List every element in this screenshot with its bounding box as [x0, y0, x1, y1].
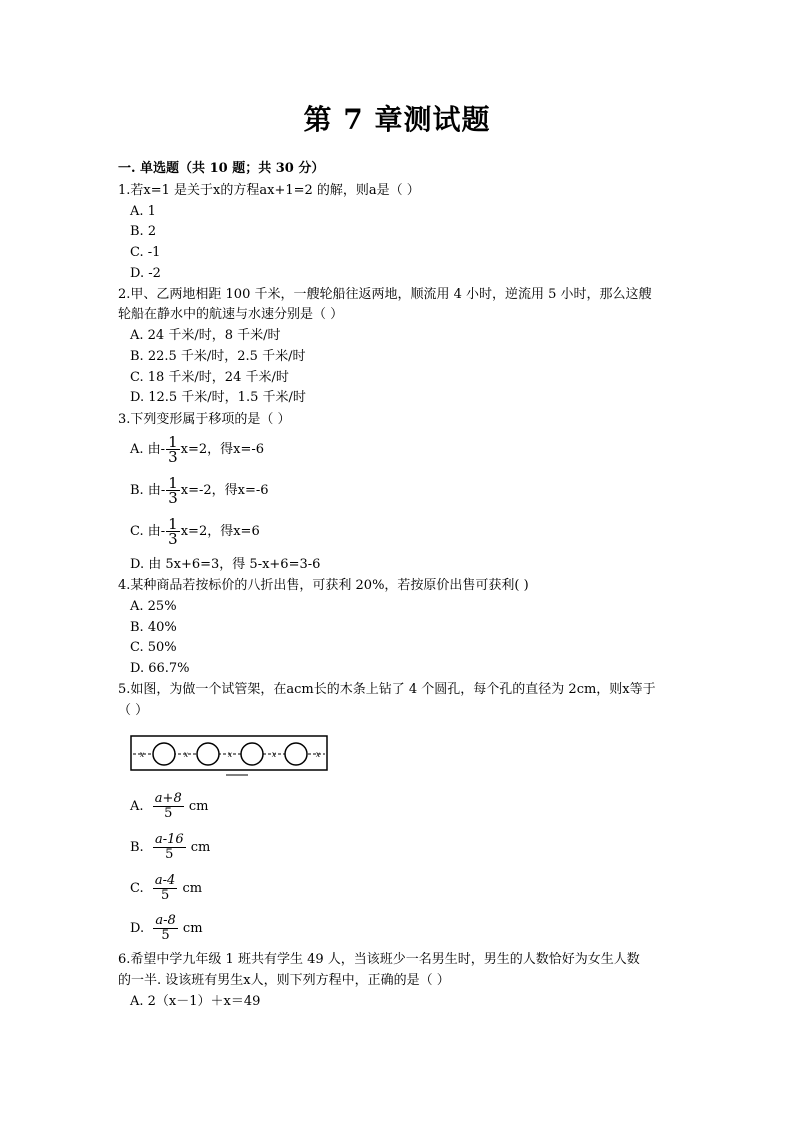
fraction-denominator: 5	[161, 928, 170, 943]
question-1-option-a: A. 1	[130, 204, 156, 219]
fraction-denominator: 5	[165, 847, 174, 862]
option-label: A.	[130, 442, 144, 457]
question-3-stem: 3.下列变形属于移项的是（ ）	[118, 412, 291, 427]
fraction-denominator: 3	[168, 530, 178, 548]
question-6-option-a: A. 2（x－1）＋x＝49	[130, 994, 261, 1009]
option-prefix: 由-	[147, 442, 166, 457]
question-3-option-b	[130, 476, 269, 505]
page-title: 第 7 章测试题	[303, 103, 491, 136]
gap-label-5: x	[315, 750, 321, 759]
question-1-option-d: D. -2	[130, 266, 161, 281]
question-2-stem-line-1: 2.甲、乙两地相距 100 千米，一艘轮船往返两地，顺流用 4 小时，逆流用 5 小时，那么这艘	[118, 287, 652, 302]
question-2-option-d: D. 12.5 千米/时，1.5 千米/时	[130, 390, 306, 405]
fraction	[153, 833, 186, 862]
fraction-denominator: 5	[164, 806, 173, 821]
option-label: D.	[130, 921, 145, 936]
question-1-option-b: B. 2	[130, 224, 157, 239]
unit: cm	[182, 881, 203, 896]
question-2-option-b: B. 22.5 千米/时，2.5 千米/时	[130, 349, 306, 364]
fraction	[153, 914, 177, 943]
test-tube-rack-figure	[130, 735, 330, 779]
question-5-stem-line-1: 5.如图，为做一个试管架，在acm长的木条上钻了 4 个圆孔，每个孔的直径为 2cm，则x等于	[118, 682, 656, 697]
question-5-option-a	[130, 792, 208, 821]
question-4-option-d: D. 66.7%	[130, 661, 190, 676]
question-6-stem-line-2: 的一半. 设该班有男生x人，则下列方程中，正确的是（ ）	[118, 973, 450, 988]
gap-label-3: x	[227, 750, 233, 759]
fraction-numerator: a-4	[154, 873, 176, 888]
fraction-numerator: 1	[168, 474, 178, 492]
fraction-numerator: a+8	[154, 791, 182, 806]
fraction-numerator: a-16	[154, 832, 184, 847]
hole-3	[241, 743, 263, 765]
question-1-stem: 1.若x=1 是关于x的方程ax+1=2 的解，则a是（ ）	[118, 183, 420, 198]
question-1-option-c: C. -1	[130, 245, 161, 260]
question-2-option-a: A. 24 千米/时，8 千米/时	[130, 328, 281, 343]
fraction	[153, 792, 184, 821]
question-4-stem: 4.某种商品若按标价的八折出售，可获利 20%，若按原价出售可获利( )	[118, 578, 529, 593]
fraction-numerator: a-8	[155, 913, 176, 928]
question-3-option-c	[130, 517, 260, 546]
hole-2	[197, 743, 219, 765]
option-suffix: x=-2，得x=-6	[180, 483, 269, 498]
fraction-numerator: 1	[168, 433, 178, 451]
hole-4	[285, 743, 307, 765]
question-3-option-d: D. 由 5x+6=3，得 5-x+6=3-6	[130, 557, 321, 572]
option-suffix: x=2，得x=6	[180, 524, 260, 539]
fraction-denominator: 3	[168, 448, 178, 466]
option-prefix: 由-	[147, 483, 166, 498]
hole-1	[153, 743, 175, 765]
option-prefix: 由-	[147, 524, 166, 539]
option-suffix: x=2，得x=-6	[180, 442, 265, 457]
question-4-option-c: C. 50%	[130, 640, 177, 655]
gap-label-4: x	[271, 750, 277, 759]
question-5-option-d	[130, 914, 203, 943]
fraction-numerator: 1	[168, 515, 178, 533]
option-label: B.	[130, 483, 144, 498]
unit: cm	[182, 921, 203, 936]
question-2-stem-line-2: 轮船在静水中的航速与水速分别是（ ）	[118, 307, 344, 322]
question-5-option-c	[130, 874, 202, 903]
question-4-option-b: B. 40%	[130, 620, 177, 635]
question-2-option-c: C. 18 千米/时，24 千米/时	[130, 370, 289, 385]
option-label: A.	[130, 799, 144, 814]
question-6-stem-line-1: 6.希望中学九年级 1 班共有学生 49 人，当该班少一名男生时，男生的人数恰好为女生人数	[118, 952, 640, 967]
question-5-stem-line-2: （ ）	[118, 703, 149, 718]
fraction-one-third	[166, 476, 180, 505]
question-4-option-a: A. 25%	[130, 599, 177, 614]
unit: cm	[190, 840, 211, 855]
option-label: B.	[130, 840, 144, 855]
question-3-option-a	[130, 435, 264, 464]
section-heading: 一. 单选题（共 10 题；共 30 分）	[118, 161, 325, 176]
question-5-option-b	[130, 833, 210, 862]
gap-label-1: x	[139, 750, 145, 759]
option-label: C.	[130, 881, 144, 896]
fraction-denominator: 3	[168, 489, 178, 507]
unit: cm	[188, 799, 209, 814]
fraction-one-third	[166, 435, 180, 464]
option-label: C.	[130, 524, 144, 539]
gap-label-2: x	[183, 750, 189, 759]
fraction-one-third	[166, 517, 180, 546]
fraction	[153, 874, 177, 903]
fraction-denominator: 5	[160, 888, 170, 903]
